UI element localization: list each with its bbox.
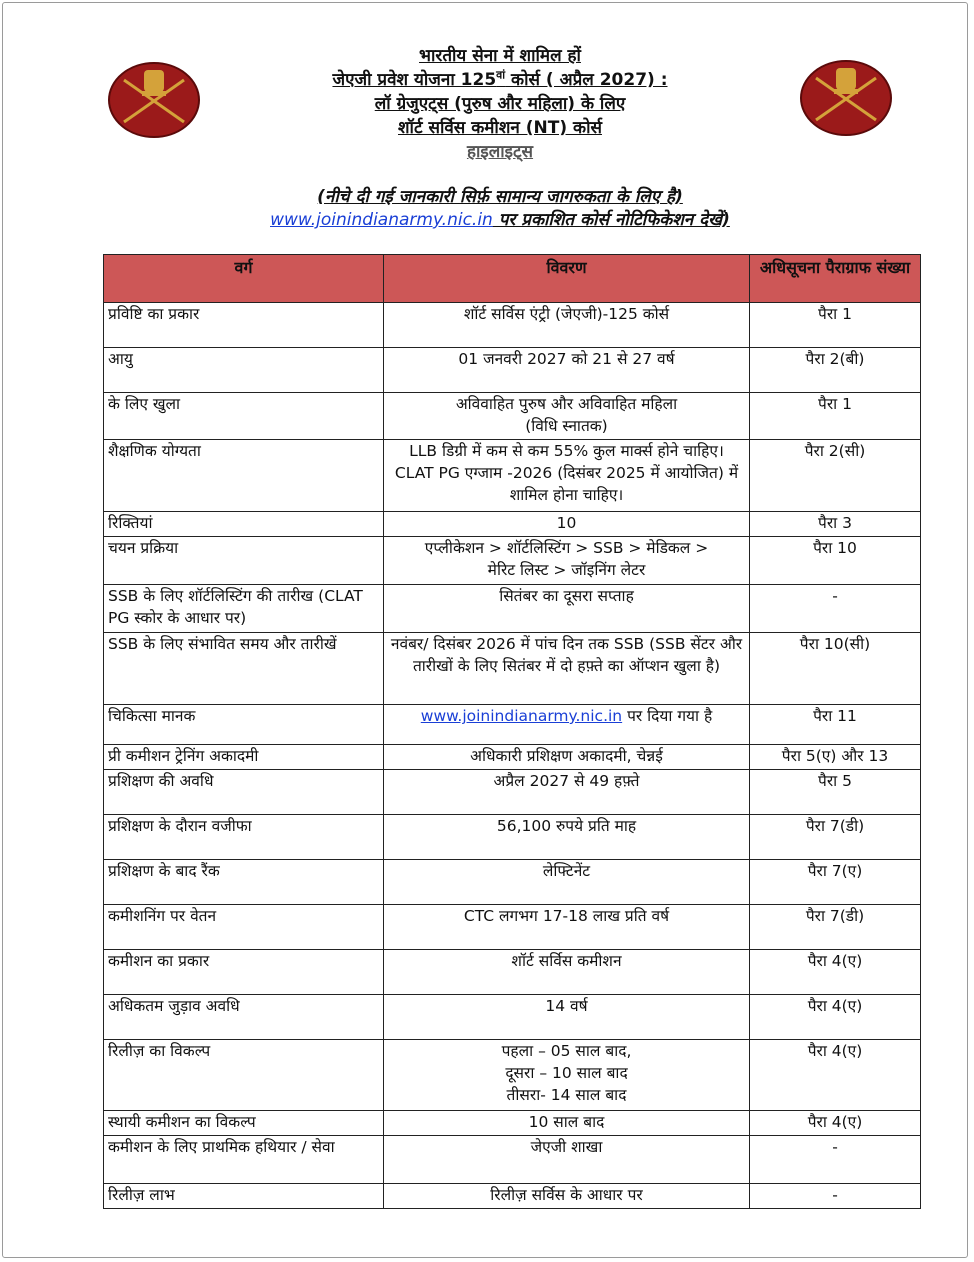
cell-description: शॉर्ट सर्विस कमीशन <box>384 950 750 995</box>
cell-description: 10 साल बाद <box>384 1111 750 1136</box>
table-row <box>104 905 921 950</box>
table-row <box>104 815 921 860</box>
table-row <box>104 512 921 537</box>
cell-category: प्री कमीशन ट्रेनिंग अकादमी <box>104 745 384 770</box>
cell-paragraph: पैरा 10(सी) <box>750 633 921 705</box>
cell-description: अविवाहित पुरुष और अविवाहित महिला (विधि स्नातक) <box>384 393 750 440</box>
cell-description: सितंबर का दूसरा सप्ताह <box>384 585 750 633</box>
cell-category: प्रविष्टि का प्रकार <box>104 303 384 348</box>
cell-description-text: पर दिया गया है <box>622 707 713 725</box>
cell-category: प्रशिक्षण के दौरान वजीफा <box>104 815 384 860</box>
cell-paragraph: - <box>750 1136 921 1184</box>
table-row <box>104 860 921 905</box>
cell-paragraph: पैरा 4(ए) <box>750 1040 921 1111</box>
note-line-2 <box>170 209 830 232</box>
cell-paragraph: पैरा 5(ए) और 13 <box>750 745 921 770</box>
cell-category: शैक्षणिक योग्यता <box>104 440 384 512</box>
cell-description: 14 वर्ष <box>384 995 750 1040</box>
table-row <box>104 348 921 393</box>
header-line-2 <box>230 68 770 92</box>
cell-description: रिलीज़ सर्विस के आधार पर <box>384 1184 750 1209</box>
cell-category: रिलीज़ का विकल्प <box>104 1040 384 1111</box>
header-line-2-sup: वां <box>496 68 506 82</box>
cell-description: पहला – 05 साल बाद, दूसरा – 10 साल बाद तीसरा- 14 साल बाद <box>384 1040 750 1111</box>
table-row <box>104 745 921 770</box>
awareness-note <box>170 186 830 232</box>
highlights-table <box>103 254 921 1209</box>
cell-category: प्रशिक्षण के बाद रैंक <box>104 860 384 905</box>
document-header <box>230 44 770 164</box>
table-row <box>104 1111 921 1136</box>
cell-description <box>384 705 750 745</box>
table-row <box>104 705 921 745</box>
cell-category: SSB के लिए संभावित समय और तारीखें <box>104 633 384 705</box>
column-header-paragraph: अधिसूचना पैराग्राफ संख्या <box>750 255 921 303</box>
cell-description: अप्रैल 2027 से 49 हफ़्ते <box>384 770 750 815</box>
cell-category: चिकित्सा मानक <box>104 705 384 745</box>
header-line-2-text: जेएजी प्रवेश योजना 125 <box>332 70 497 90</box>
cell-description: एप्लीकेशन > शॉर्टलिस्टिंग > SSB > मेडिकल > मेरिट लिस्ट > जॉइनिंग लेटर <box>384 537 750 585</box>
cell-paragraph: पैरा 7(ए) <box>750 860 921 905</box>
table-row <box>104 1184 921 1209</box>
cell-description: नवंबर/ दिसंबर 2026 में पांच दिन तक SSB (SSB सेंटर और तारीखों के लिए सितंबर में दो हफ़्ते का ऑप्शन खुला है) <box>384 633 750 705</box>
cell-description: LLB डिग्री में कम से कम 55% कुल मार्क्स होने चाहिए। CLAT PG एग्जाम -2026 (दिसंबर 2025 में आयोजित) में शामिल होना चाहिए। <box>384 440 750 512</box>
cell-paragraph: पैरा 1 <box>750 303 921 348</box>
header-line-4: शॉर्ट सर्विस कमीशन (NT) कोर्स <box>398 118 602 138</box>
column-header-category: वर्ग <box>104 255 384 303</box>
header-line-2-rest: कोर्स ( अप्रैल 2027) : <box>505 70 668 90</box>
table-row <box>104 393 921 440</box>
cell-paragraph: पैरा 2(बी) <box>750 348 921 393</box>
cell-category: SSB के लिए शॉर्टलिस्टिंग की तारीख (CLAT PG स्कोर के आधार पर) <box>104 585 384 633</box>
table-row <box>104 585 921 633</box>
army-emblem-right-icon <box>798 58 894 138</box>
cell-description: CTC लगभग 17-18 लाख प्रति वर्ष <box>384 905 750 950</box>
cell-category: कमीशन के लिए प्राथमिक हथियार / सेवा <box>104 1136 384 1184</box>
cell-category: आयु <box>104 348 384 393</box>
cell-paragraph: पैरा 7(डी) <box>750 815 921 860</box>
cell-paragraph: पैरा 10 <box>750 537 921 585</box>
table-row <box>104 1136 921 1184</box>
table-row <box>104 303 921 348</box>
cell-description: शॉर्ट सर्विस एंट्री (जेएजी)-125 कोर्स <box>384 303 750 348</box>
table-row <box>104 1040 921 1111</box>
website-link[interactable]: www.joinindianarmy.nic.in <box>270 210 493 230</box>
cell-paragraph: - <box>750 585 921 633</box>
army-emblem-left-icon <box>106 60 202 140</box>
cell-paragraph: पैरा 4(ए) <box>750 950 921 995</box>
cell-description: 10 <box>384 512 750 537</box>
table-row <box>104 950 921 995</box>
cell-description: लेफ्टिनेंट <box>384 860 750 905</box>
header-line-3: लॉ ग्रेजुएट्स (पुरुष और महिला) के लिए <box>374 94 626 114</box>
cell-paragraph: पैरा 4(ए) <box>750 995 921 1040</box>
table-header-row <box>104 255 921 303</box>
cell-paragraph: पैरा 4(ए) <box>750 1111 921 1136</box>
cell-category: कमीशन का प्रकार <box>104 950 384 995</box>
header-line-1: भारतीय सेना में शामिल हों <box>419 46 581 66</box>
table-row <box>104 537 921 585</box>
note-line-2-rest: पर प्रकाशित कोर्स नोटिफिकेशन देखें) <box>492 210 730 230</box>
cell-paragraph: पैरा 7(डी) <box>750 905 921 950</box>
cell-paragraph: - <box>750 1184 921 1209</box>
cell-paragraph: पैरा 11 <box>750 705 921 745</box>
cell-category: स्थायी कमीशन का विकल्प <box>104 1111 384 1136</box>
note-line-1: (नीचे दी गई जानकारी सिर्फ़ सामान्य जागरुकता के लिए है) <box>317 187 683 207</box>
cell-category: के लिए खुला <box>104 393 384 440</box>
table-row <box>104 770 921 815</box>
cell-description: जेएजी शाखा <box>384 1136 750 1184</box>
table-row <box>104 633 921 705</box>
cell-category: कमीशनिंग पर वेतन <box>104 905 384 950</box>
cell-category: रिक्तियां <box>104 512 384 537</box>
cell-category: चयन प्रक्रिया <box>104 537 384 585</box>
cell-category: अधिकतम जुड़ाव अवधि <box>104 995 384 1040</box>
cell-description: 01 जनवरी 2027 को 21 से 27 वर्ष <box>384 348 750 393</box>
table-row <box>104 995 921 1040</box>
highlights-title: हाइलाइट्स <box>466 142 534 162</box>
cell-category: रिलीज़ लाभ <box>104 1184 384 1209</box>
medical-standards-link[interactable]: www.joinindianarmy.nic.in <box>420 707 623 725</box>
cell-description: 56,100 रुपये प्रति माह <box>384 815 750 860</box>
cell-paragraph: पैरा 5 <box>750 770 921 815</box>
cell-paragraph: पैरा 2(सी) <box>750 440 921 512</box>
cell-category: प्रशिक्षण की अवधि <box>104 770 384 815</box>
cell-description: अधिकारी प्रशिक्षण अकादमी, चेन्नई <box>384 745 750 770</box>
column-header-description: विवरण <box>384 255 750 303</box>
table-row <box>104 440 921 512</box>
cell-paragraph: पैरा 3 <box>750 512 921 537</box>
cell-paragraph: पैरा 1 <box>750 393 921 440</box>
